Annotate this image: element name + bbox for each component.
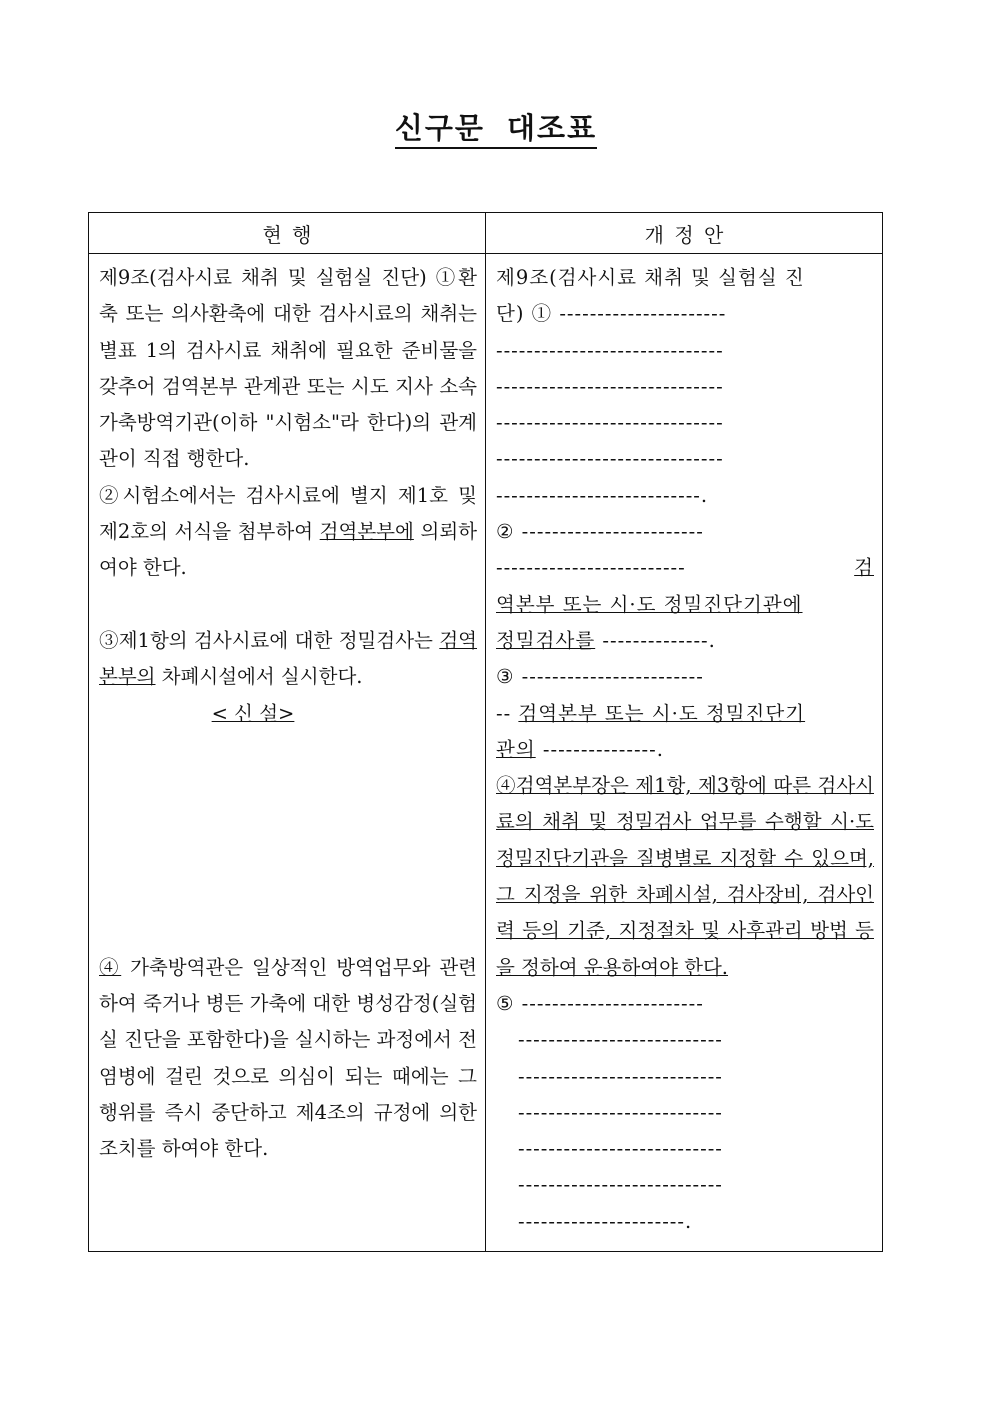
header-revised: 개 정 안 [486,213,883,254]
revised-dash-line: ------------------------------ [496,374,724,398]
revised-line [496,623,874,659]
current-article-9-para-3 [99,623,477,696]
header-current: 현 행 [89,213,486,254]
revised-dash-line: ------------------------------ [496,447,724,471]
revised-article-9-para-4 [496,768,874,986]
document-title-text: 신구문 대조표 [395,111,597,149]
new-provision-note-text: < 신 설> [211,701,295,725]
current-p2-underlined: 검역본부에 [319,520,414,544]
revised-line [496,550,874,586]
current-p2-text-b: 의뢰하여야 한다. [99,520,477,580]
current-p3-underlined: 검역본부의 [99,628,477,689]
current-p4-number: ④ [99,955,122,979]
revised-dash-line: --------------------------- [518,1064,723,1088]
revised-underlined-text: 검 [854,556,874,580]
revised-line [496,587,874,623]
revised-dash-segment: ---------------. [535,737,664,761]
revised-dash-line: --------------------------- [518,1173,723,1197]
revised-line: ② ------------------------ [496,520,704,544]
revised-line: ⑤ ------------------------ [496,991,704,1015]
current-column [89,254,486,1252]
revised-line [496,732,874,768]
revised-dash-segment: --------------. [595,628,716,652]
current-article-9-para-1: 제9조(검사시료 채취 및 실험실 진단) ①환축 또는 의사환축에 대한 검사시료의 채취는 별표 1의 검사시료 채취에 필요한 준비물을 갖추어 검역본부 관계관 또는 시도 지사 소속 가축방역기관(이하 "시험소"라 한다)의 관계관이 직접 행한다. [99,266,477,471]
revised-underlined-text: 정밀검사를 [496,628,596,652]
current-p4-text: 가축방역관은 일상적인 방역업무와 관련하여 죽거나 병든 가축에 대한 병성감정(실험실 진단을 포함한다)을 실시하는 과정에서 전염병에 걸린 것으로 의심이 되는 때에는 그 행위를 즉시 중단하고 제4조의 규정에 의한 조치를 하여야 한다. [99,955,477,1161]
revised-line: 제9조(검사시료 채취 및 실험실 진 [496,266,805,289]
revised-line [496,696,874,732]
current-article-9-para-2 [99,478,477,587]
revised-dash-line: ----------------------. [518,1209,693,1233]
current-p3-text-a: ③제1항의 검사시료에 대한 정밀검사는 [99,628,440,652]
revised-dash-line: ------------------------------ [496,338,724,362]
revised-line: 단) ① ---------------------- [496,302,727,326]
comparison-table [88,212,883,1252]
revised-dash-line: ---------------------------. [496,483,709,507]
current-p3-text-b: 차폐시설에서 실시한다. [155,665,363,689]
revised-dash-line: --------------------------- [518,1100,723,1124]
revised-underlined-text: 관의 [496,737,536,761]
revised-p4-new-text: ④검역본부장은 제1항, 제3항에 따른 검사시료의 채취 및 정밀검사 업무를 수행할 시·도 정밀진단기관을 질병별로 지정할 수 있으며, 그 지정을 위한 차폐시설, 검사장비, 검사인력 등의 기준, 지정절차 및 사후관리 방법 등을 정하여 운용하여야 한다. [496,774,874,979]
table-header-row [89,213,883,254]
current-article-9-para-4 [99,950,477,1168]
revised-dash-segment: ------------------------- [496,556,686,580]
new-provision-note [99,696,477,732]
revised-dash-segment: -- [496,701,519,725]
table-body-row [89,254,883,1252]
revised-dash-line: ------------------------------ [496,411,724,435]
revised-line: ③ ------------------------ [496,665,704,689]
current-p2-text-a: ②시험소에서는 검사시료에 별지 제1호 및 제2호의 서식을 첨부하여 [99,483,477,544]
revised-dash-line: --------------------------- [518,1028,723,1052]
revised-dash-line: --------------------------- [518,1137,723,1161]
revised-column [486,254,883,1252]
document-title [0,106,992,147]
revised-underlined-text: 역본부 또는 시·도 정밀진단기관에 [496,592,803,616]
blank-spacer [99,732,477,950]
revised-underlined-text: 검역본부 또는 시·도 정밀진단기 [518,701,806,725]
